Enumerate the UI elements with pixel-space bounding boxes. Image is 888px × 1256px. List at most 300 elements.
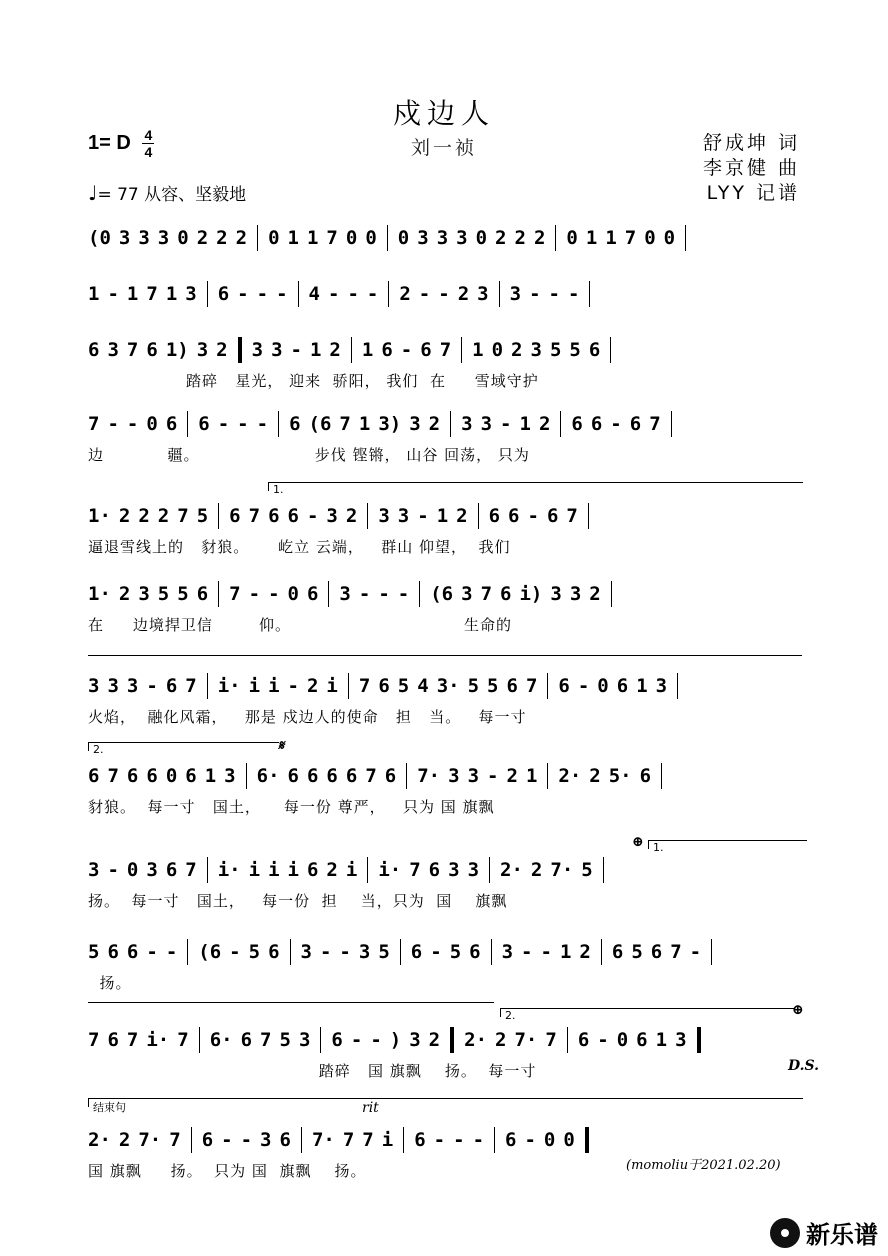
- bar-line: [711, 939, 712, 965]
- lyrics-line: 踏碎 星光， 迎来 骄阳， 我们 在 雪域守护: [88, 372, 539, 390]
- note-token: 0: [491, 339, 504, 361]
- note-token: 3: [569, 583, 582, 605]
- note-token: -: [217, 413, 230, 435]
- notes-line: [88, 1024, 810, 1056]
- note-token: 6: [240, 1029, 253, 1051]
- note-token: 5: [449, 941, 462, 963]
- note-token: 5: [248, 941, 261, 963]
- note-token: -: [248, 583, 261, 605]
- bar-line: [406, 763, 407, 789]
- score-row: [80, 578, 810, 640]
- note-token: (0: [88, 227, 111, 249]
- note-token: 7: [169, 1129, 181, 1151]
- score-row: [80, 408, 810, 470]
- note-token: -: [472, 1129, 485, 1151]
- note-token: -: [521, 941, 533, 963]
- note-token: 6: [611, 941, 624, 963]
- note-token: 3: [461, 413, 473, 435]
- bar-line: [560, 411, 561, 437]
- volta-2b-label: 2.: [505, 1009, 516, 1022]
- bar-line: [298, 281, 299, 307]
- note-token: 6: [289, 413, 301, 435]
- note-token: -: [327, 283, 340, 305]
- ending-label: 结束句: [93, 1101, 126, 1114]
- note-token: -: [256, 283, 269, 305]
- score-row: [80, 760, 810, 822]
- note-token: 1: [525, 765, 538, 787]
- score-row: [80, 854, 810, 916]
- bar-line: [187, 939, 188, 965]
- bar-line: [547, 763, 548, 789]
- volta-continue-line-2: [88, 1002, 494, 1003]
- note-token: 7: [260, 1029, 272, 1051]
- note-token: 6: [410, 941, 423, 963]
- note-token: 3: [467, 765, 480, 787]
- note-token: 6: [505, 1129, 517, 1151]
- ds-mark: D.S.: [788, 1058, 820, 1074]
- bar-line: [450, 1027, 454, 1053]
- note-token: 3: [358, 941, 371, 963]
- note-token: 6: [546, 505, 559, 527]
- note-token: 3: [448, 859, 460, 881]
- note-token: 0: [563, 1129, 575, 1151]
- note-token: 0: [345, 227, 358, 249]
- bar-line: [367, 857, 368, 883]
- note-token: 2: [326, 859, 338, 881]
- note-token: 1: [436, 505, 449, 527]
- bar-line: [367, 503, 368, 529]
- note-token: 6: [88, 765, 100, 787]
- bar-line: [585, 1127, 589, 1153]
- note-token: -: [400, 339, 413, 361]
- note-token: 1: [306, 227, 319, 249]
- bar-line: [388, 281, 389, 307]
- note-token: 1: [559, 941, 572, 963]
- note-token: 6: [577, 1029, 590, 1051]
- note-token: 7: [545, 1029, 557, 1051]
- note-token: 6: [650, 941, 663, 963]
- note-token: 3: [107, 675, 119, 697]
- note-token: -: [366, 283, 379, 305]
- note-token: 7·: [138, 1129, 162, 1151]
- note-token: -: [339, 941, 351, 963]
- score-row: [80, 278, 810, 340]
- note-token: 2: [216, 227, 228, 249]
- note-token: 3: [224, 765, 236, 787]
- note-token: -: [378, 583, 390, 605]
- note-token: 7: [649, 413, 661, 435]
- bar-line: [461, 337, 462, 363]
- note-token: i): [519, 583, 543, 605]
- note-token: -: [453, 1129, 465, 1151]
- note-token: 6: [279, 1129, 291, 1151]
- bar-line: [199, 1027, 200, 1053]
- note-token: 1: [361, 339, 374, 361]
- note-token: 6: [306, 765, 319, 787]
- note-token: i: [287, 859, 299, 881]
- coda-icon: ⊕: [632, 834, 644, 850]
- note-token: 6: [588, 339, 601, 361]
- note-token: -: [268, 583, 280, 605]
- note-token: i: [268, 675, 280, 697]
- note-token: -: [500, 413, 512, 435]
- note-token: 7: [126, 339, 139, 361]
- note-token: 3: [550, 583, 562, 605]
- note-token: 3: [326, 505, 338, 527]
- bar-line: [547, 673, 548, 699]
- notes-line: [88, 408, 810, 440]
- note-token: -: [418, 283, 431, 305]
- note-token: -: [350, 1029, 363, 1051]
- note-token: 6: [384, 765, 397, 787]
- bar-line: [685, 225, 686, 251]
- note-token: -: [548, 283, 560, 305]
- note-token: 5: [177, 583, 189, 605]
- note-token: -: [107, 283, 119, 305]
- note-token: 2: [589, 765, 601, 787]
- note-token: -: [221, 1129, 233, 1151]
- bar-line: [677, 673, 678, 699]
- note-token: 2: [495, 1029, 507, 1051]
- note-token: 3: [675, 1029, 687, 1051]
- note-token: 1: [472, 339, 484, 361]
- note-token: -: [689, 941, 702, 963]
- note-token: 6: [217, 283, 230, 305]
- note-token: -: [487, 765, 499, 787]
- bar-line: [671, 411, 672, 437]
- note-token: 2: [456, 505, 468, 527]
- note-token: 2: [530, 859, 543, 881]
- note-token: (6: [198, 941, 222, 963]
- note-token: 7: [229, 583, 241, 605]
- bar-line: [611, 581, 612, 607]
- note-token: 6: [469, 941, 481, 963]
- note-token: -: [237, 283, 249, 305]
- note-token: 1: [165, 283, 178, 305]
- note-token: 6: [268, 505, 280, 527]
- notes-line: [88, 278, 810, 310]
- lyrics-line: 在 边境捍卫信 仰。 生命的: [88, 616, 513, 634]
- note-token: 3: [339, 583, 351, 605]
- note-token: 6: [488, 505, 501, 527]
- notes-line: [88, 854, 810, 886]
- bar-line: [257, 225, 258, 251]
- note-token: 7: [480, 583, 493, 605]
- note-token: 3: [456, 227, 468, 249]
- bar-line: [191, 1127, 192, 1153]
- key-label: 1= D: [88, 131, 131, 154]
- bar-line: [403, 1127, 404, 1153]
- note-token: 7: [88, 1029, 100, 1051]
- note-token: 3: [378, 505, 390, 527]
- bar-line: [601, 939, 602, 965]
- note-token: 3: [409, 1029, 421, 1051]
- note-token: 0: [287, 583, 299, 605]
- note-token: 3: [251, 339, 264, 361]
- note-token: 7: [409, 859, 421, 881]
- note-token: 6: [639, 765, 652, 787]
- note-token: 6: [506, 675, 518, 697]
- bar-line: [320, 1027, 321, 1053]
- record-disc-icon: [770, 1218, 800, 1248]
- notes-line: [88, 222, 810, 254]
- score-row: [80, 334, 810, 396]
- note-token: 3: [260, 1129, 272, 1151]
- note-token: 0: [146, 413, 158, 435]
- bar-line: [207, 673, 208, 699]
- note-token: i·: [217, 859, 241, 881]
- note-token: 6: [326, 765, 338, 787]
- note-token: 7: [185, 675, 197, 697]
- note-token: 3: [196, 339, 209, 361]
- note-token: 3: [88, 675, 100, 697]
- note-token: -: [527, 505, 539, 527]
- note-token: -: [319, 941, 332, 963]
- time-bottom: 4: [144, 144, 153, 160]
- note-token: 6: [287, 765, 299, 787]
- bar-line: [555, 225, 556, 251]
- note-token: 6: [107, 1029, 119, 1051]
- note-token: 1: [636, 675, 648, 697]
- note-token: -: [107, 413, 119, 435]
- bar-line: [588, 503, 589, 529]
- note-token: 3: [467, 859, 480, 881]
- note-token: 2: [157, 505, 170, 527]
- lyrics-line: 扬。: [88, 974, 132, 992]
- note-token: 7: [107, 765, 119, 787]
- note-token: 0: [365, 227, 377, 249]
- note-token: -: [146, 941, 158, 963]
- score-row: [80, 936, 810, 998]
- note-token: 6: [331, 1029, 343, 1051]
- note-token: -: [256, 413, 269, 435]
- note-token: -: [347, 283, 359, 305]
- rit-mark: rit: [362, 1100, 379, 1116]
- note-token: 7: [88, 413, 100, 435]
- score-row: [80, 1024, 810, 1086]
- note-token: 0: [268, 227, 280, 249]
- composer-credit: 李京健 曲: [702, 157, 800, 179]
- note-token: -: [358, 583, 371, 605]
- bar-line: [661, 763, 662, 789]
- note-token: 6: [201, 1129, 214, 1151]
- bar-line: [400, 939, 401, 965]
- note-token: 5: [157, 583, 170, 605]
- note-token: i·: [146, 1029, 170, 1051]
- note-token: 2·: [500, 859, 523, 881]
- note-token: (6: [308, 413, 332, 435]
- bar-line: [246, 763, 247, 789]
- note-token: i: [248, 859, 261, 881]
- note-token: 1: [585, 227, 598, 249]
- volta-2-bracket: [88, 742, 279, 756]
- note-token: 5: [88, 941, 100, 963]
- note-token: -: [165, 941, 178, 963]
- site-logo: [770, 1215, 878, 1250]
- note-token: 6: [500, 583, 512, 605]
- note-token: 2: [118, 583, 131, 605]
- note-token: 3: [298, 1029, 311, 1051]
- note-token: 2·: [88, 1129, 111, 1151]
- note-token: 7: [326, 227, 338, 249]
- note-token: 7: [177, 505, 189, 527]
- time-top: 4: [144, 127, 153, 143]
- bar-line: [290, 939, 291, 965]
- note-token: -: [577, 675, 590, 697]
- note-token: 1: [358, 413, 371, 435]
- volta-continue-line: [88, 655, 802, 656]
- note-token: 5: [467, 675, 480, 697]
- note-token: -: [529, 283, 541, 305]
- note-token: 3: [509, 283, 522, 305]
- note-token: 7: [146, 283, 158, 305]
- score-row: [80, 222, 810, 284]
- note-token: 6: [428, 859, 441, 881]
- note-token: 6: [146, 339, 158, 361]
- note-token: 5: [569, 339, 581, 361]
- note-token: 7: [439, 339, 452, 361]
- note-token: 6: [165, 859, 178, 881]
- note-token: 0: [644, 227, 656, 249]
- note-token: 2: [118, 1129, 131, 1151]
- note-token: 6: [287, 505, 299, 527]
- note-token: 3: [655, 675, 668, 697]
- note-token: 6: [126, 765, 139, 787]
- note-token: 3: [461, 583, 473, 605]
- note-token: 0: [126, 859, 139, 881]
- note-token: 2: [428, 413, 441, 435]
- note-token: -: [290, 339, 302, 361]
- lyrics-line: 边 疆。 步伐 铿锵， 山谷 回荡， 只为: [88, 446, 530, 464]
- note-token: 3: [88, 859, 100, 881]
- note-token: -: [597, 1029, 609, 1051]
- note-token: 6: [420, 339, 432, 361]
- note-token: 1·: [88, 583, 111, 605]
- note-token: 2: [118, 505, 131, 527]
- notes-line: [88, 578, 810, 610]
- note-token: 2: [514, 227, 526, 249]
- note-token: 7: [358, 675, 371, 697]
- note-token: 5·: [608, 765, 632, 787]
- bar-line: [218, 503, 219, 529]
- bar-line: [610, 337, 611, 363]
- note-token: 7: [566, 505, 578, 527]
- note-token: 6: [629, 413, 642, 435]
- bar-line: [450, 411, 451, 437]
- bar-line: [218, 581, 219, 607]
- note-token: 6: [165, 413, 178, 435]
- bar-line: [499, 281, 500, 307]
- note-token: 6: [636, 1029, 648, 1051]
- note-token: 1·: [88, 505, 111, 527]
- note-token: 6: [126, 941, 139, 963]
- note-token: 5: [397, 675, 410, 697]
- volta-1b-label: 1.: [653, 841, 664, 854]
- note-token: 6: [229, 505, 241, 527]
- note-token: 7·: [311, 1129, 335, 1151]
- time-signature: [142, 128, 154, 159]
- note-token: 2: [138, 505, 150, 527]
- note-token: 6: [88, 339, 100, 361]
- note-token: 3: [107, 339, 119, 361]
- bar-line: [278, 411, 279, 437]
- note-token: 3): [378, 413, 402, 435]
- note-token: (6: [430, 583, 454, 605]
- note-token: 5: [279, 1029, 291, 1051]
- note-token: 6: [165, 675, 178, 697]
- score-row: [80, 670, 810, 732]
- note-token: i: [345, 859, 358, 881]
- note-token: 3: [126, 675, 139, 697]
- note-token: 1: [88, 283, 100, 305]
- note-token: 1: [605, 227, 617, 249]
- note-token: 2: [538, 413, 551, 435]
- volta-1-label: 1.: [273, 483, 284, 496]
- bar-line: [348, 673, 349, 699]
- note-token: 3: [436, 227, 449, 249]
- note-token: -: [306, 505, 319, 527]
- quarter-note-icon: ♩: [88, 181, 98, 205]
- note-token: 0: [475, 227, 488, 249]
- note-token: 1): [165, 339, 189, 361]
- bar-line: [491, 939, 492, 965]
- bar-line: [207, 857, 208, 883]
- notes-line: [88, 670, 810, 702]
- note-token: 0: [397, 227, 410, 249]
- note-token: 7: [339, 413, 351, 435]
- note-token: -: [438, 283, 450, 305]
- lyrics-line: 逼退雪线上的 豺狼。 屹立 云端， 群山 仰望， 我们: [88, 538, 511, 556]
- bar-line: [301, 1127, 302, 1153]
- signature-text: (momoliu于2021.02.20): [626, 1158, 781, 1173]
- note-token: 2: [196, 227, 209, 249]
- note-token: 3: [146, 859, 158, 881]
- note-token: 6·: [209, 1029, 233, 1051]
- notes-line: [88, 1124, 810, 1156]
- score-row: [80, 500, 810, 562]
- note-token: 6: [590, 413, 603, 435]
- note-token: 3: [409, 413, 421, 435]
- note-token: 7: [342, 1129, 355, 1151]
- note-token: 2: [589, 583, 601, 605]
- note-token: 6: [306, 859, 319, 881]
- note-token: 0: [597, 675, 609, 697]
- note-token: 2: [533, 227, 546, 249]
- bar-line: [328, 581, 329, 607]
- note-token: 6: [268, 941, 280, 963]
- bar-line: [478, 503, 479, 529]
- note-token: 3: [300, 941, 312, 963]
- note-token: 6: [306, 583, 319, 605]
- note-token: 7: [177, 1029, 189, 1051]
- notes-line: [88, 936, 810, 968]
- bar-line: [419, 581, 420, 607]
- notes-line: [88, 760, 810, 792]
- tempo-marking: [88, 180, 246, 205]
- note-token: 3: [417, 227, 429, 249]
- bar-line: [697, 1027, 701, 1053]
- note-token: 6·: [256, 765, 280, 787]
- note-token: 7·: [550, 859, 574, 881]
- note-token: 1: [655, 1029, 668, 1051]
- note-token: 3: [271, 339, 283, 361]
- note-token: 7: [362, 1129, 374, 1151]
- note-token: 2: [216, 339, 228, 361]
- note-token: ): [389, 1029, 402, 1051]
- note-token: 2: [506, 765, 518, 787]
- notes-line: [88, 334, 810, 366]
- note-token: 2: [306, 675, 319, 697]
